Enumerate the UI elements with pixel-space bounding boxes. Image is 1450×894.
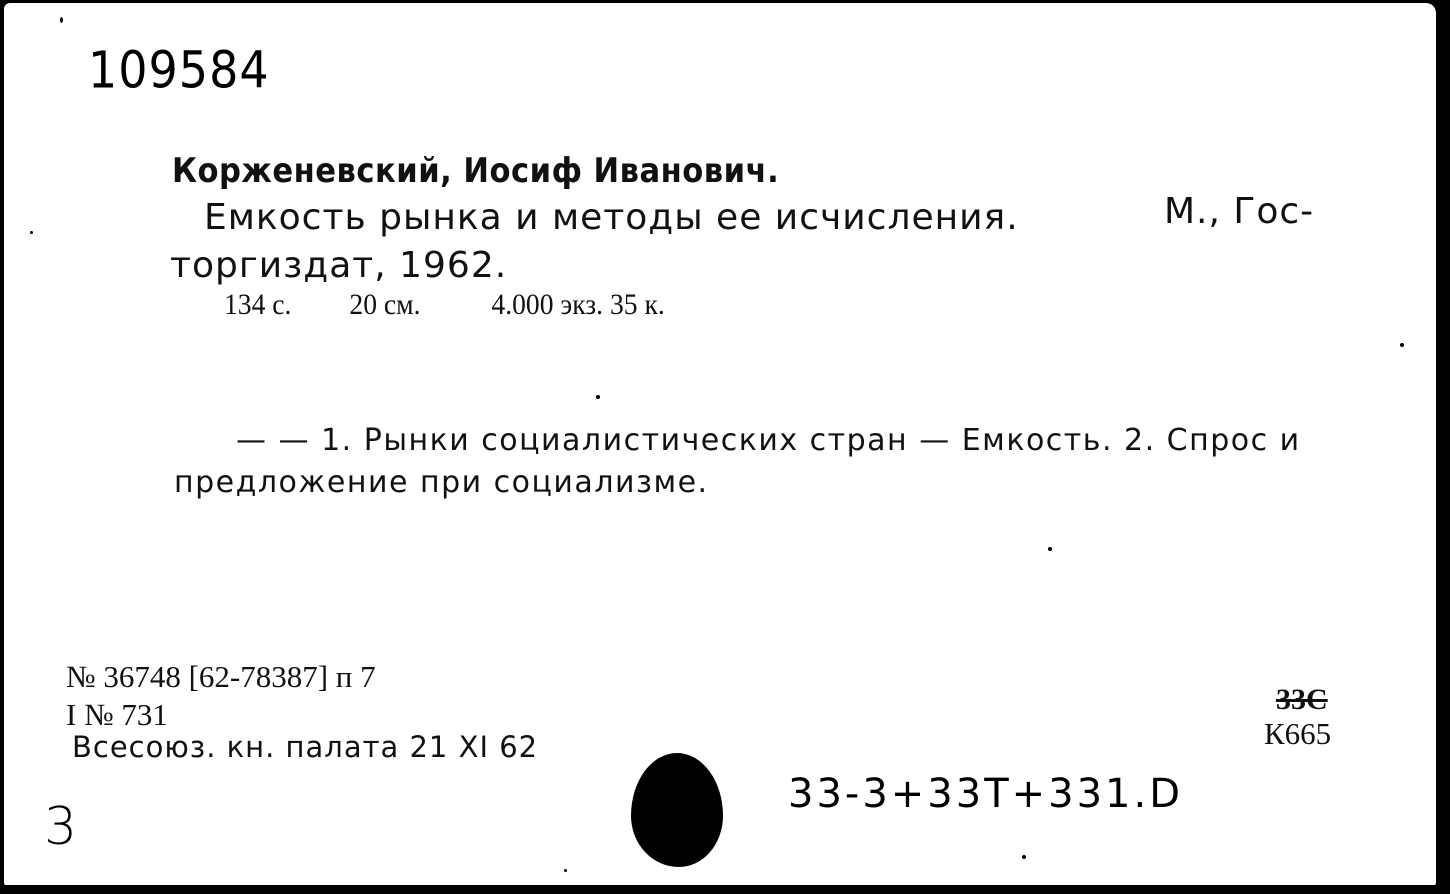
page-count: 134 с. <box>224 288 292 321</box>
footer-series-number: I № 731 <box>66 697 168 732</box>
ink-speck <box>564 869 567 872</box>
ink-speck <box>60 17 63 23</box>
footer-chamber-date: Всесоюз. кн. палата 21 XI 62 <box>72 730 539 764</box>
classification-code: К665 <box>1264 716 1332 751</box>
ink-speck <box>1022 855 1026 859</box>
print-run-price: 4.000 экз. 35 к. <box>491 288 665 321</box>
punch-hole <box>631 753 723 867</box>
publication-place: М., Гос- <box>1164 191 1315 232</box>
handwritten-classification: 33-3+33Т+331.D <box>788 771 1184 817</box>
subject-headings-line-1: — — 1. Рынки социалистических стран — Емкость. 2. Спрос и <box>236 423 1301 458</box>
title-line-2: торгиздат, 1962. <box>170 245 508 286</box>
ink-speck <box>1048 547 1052 551</box>
ink-speck <box>1400 343 1404 347</box>
footer-record-number: № 36748 [62-78387] п 7 <box>66 659 376 694</box>
ink-speck <box>596 395 600 399</box>
ink-speck <box>30 231 33 234</box>
handwritten-accession-number: 109584 <box>88 40 270 100</box>
title-line-1: Емкость рынка и методы ее исчисления. <box>204 197 1019 238</box>
classification-struck: 33С <box>1276 683 1328 716</box>
catalog-card <box>4 3 1436 885</box>
handwritten-corner-digit: 3 <box>44 797 78 857</box>
book-size: 20 см. <box>349 288 421 321</box>
physical-description <box>224 288 665 322</box>
author-heading: Корженевский, Иосиф Иванович. <box>172 151 780 191</box>
subject-headings-line-2: предложение при социализме. <box>174 465 709 500</box>
